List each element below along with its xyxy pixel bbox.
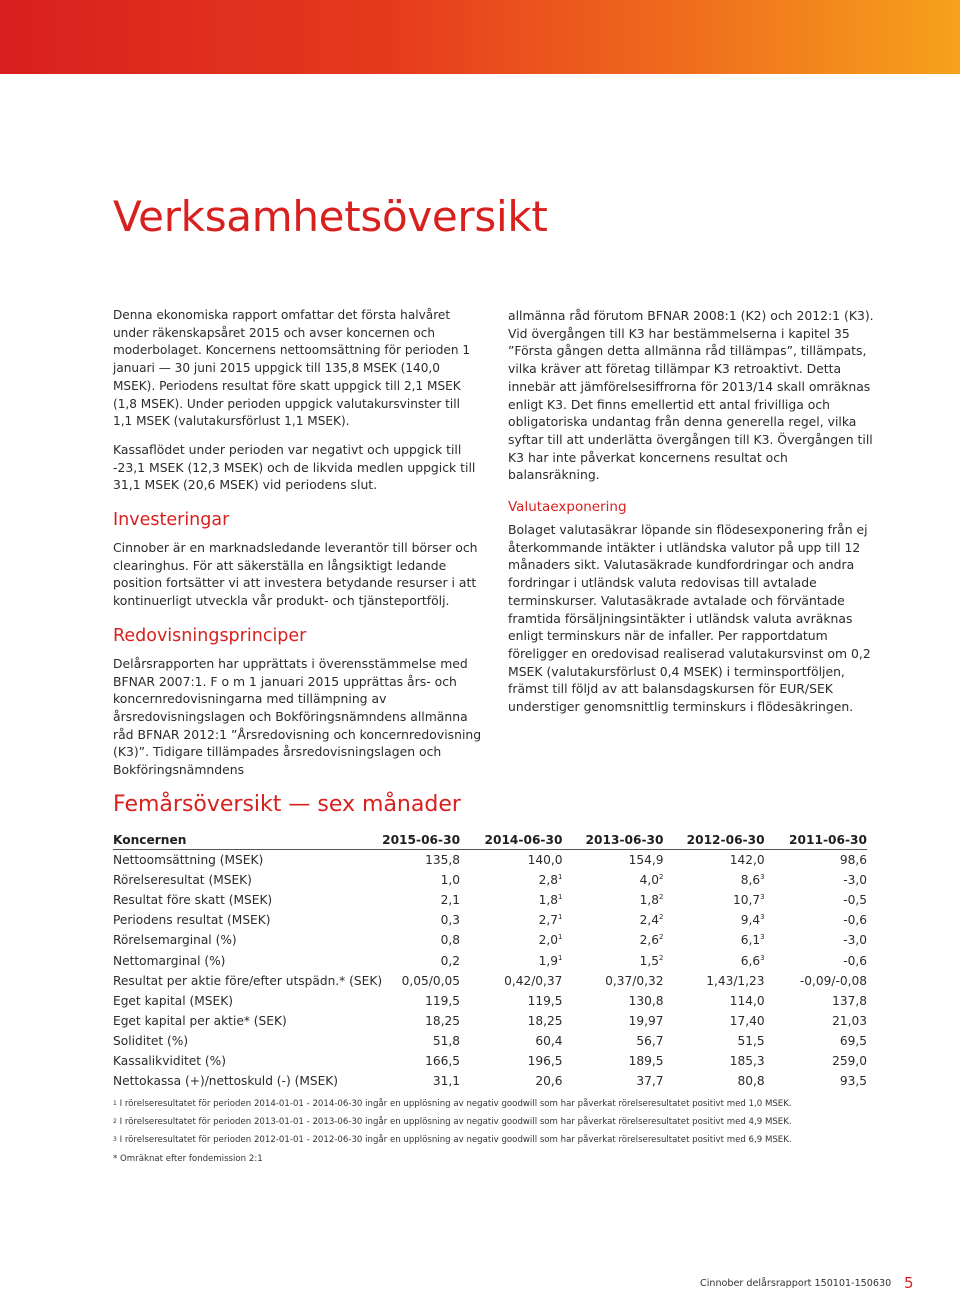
- cell-value: 18,25: [527, 1013, 563, 1028]
- table-cell: [382, 1071, 460, 1091]
- table-cell: [765, 950, 867, 970]
- cell-value: 0,3: [440, 913, 461, 928]
- column-header: 2015-06-30: [382, 830, 460, 850]
- table-cell: [382, 870, 460, 890]
- cell-value: 60,4: [535, 1033, 563, 1048]
- cell-value: -0,6: [843, 953, 867, 968]
- cell-value: 137,8: [832, 993, 867, 1008]
- cashflow-paragraph: Kassaflödet under perioden var negativt och uppgick till -23,1 MSEK (12,3 MSEK) och de likvida medlen uppgick till 31,1 MSEK (20,6 MSEK) vid periodens slut.: [113, 441, 476, 493]
- table-row: [113, 890, 867, 910]
- table-row: [113, 1011, 867, 1031]
- table-cell: [664, 971, 765, 991]
- table-cell: [664, 1031, 765, 1051]
- cell-value: 10,7: [732, 893, 761, 908]
- cell-value: 185,3: [729, 1053, 765, 1068]
- row-label: Soliditet (%): [113, 1033, 189, 1048]
- cell-value: 93,5: [839, 1074, 867, 1089]
- cell-value: 37,7: [636, 1074, 664, 1089]
- cell-value: 2,4: [639, 913, 660, 928]
- footnotes: [113, 1096, 873, 1169]
- table-cell: [562, 991, 663, 1011]
- cell-value: 51,5: [737, 1033, 765, 1048]
- cell-value: 1,8: [639, 893, 660, 908]
- cell-value: 1,0: [440, 873, 461, 888]
- row-label: Resultat före skatt (MSEK): [113, 893, 273, 908]
- column-header: 2014-06-30: [460, 830, 562, 850]
- footnote-mark: 3: [760, 953, 765, 962]
- table-cell: [562, 1031, 663, 1051]
- footnote-number: 1: [113, 1100, 117, 1107]
- footnote-mark: 2: [659, 913, 664, 922]
- table-cell: [765, 850, 867, 871]
- table-cell: [562, 870, 663, 890]
- table-cell: [664, 1071, 765, 1091]
- row-label: Nettomarginal (%): [113, 953, 226, 968]
- principles-continued-paragraph: allmänna råd förutom BFNAR 2008:1 (K2) och 2012:1 (K3). Vid övergången till K3 har bestämmelserna i kapitel 35 ”Första gången detta allmänna råd tillämpas”, tillämpats, vilka kräver att företag tillämpar K3 retroaktivt. Detta innebär att jämförelsesiffrorna för 2013/14 skall omräknas enligt K3. Det finns emellertid ett antal frivilliga och obligatoriska undantag från denna generella regel, vilka syftar till att underlätta övergången till K3. Övergången till K3 har inte påverkat koncernens resultat och balansräkning.: [508, 308, 874, 483]
- table-row: [113, 930, 867, 950]
- footnote-text: * Omräknat efter fondemission 2:1: [113, 1153, 263, 1164]
- cell-value: 0,2: [440, 953, 461, 968]
- table-cell: [460, 850, 562, 871]
- cell-value: 119,5: [425, 993, 461, 1008]
- cell-value: 1,5: [639, 953, 660, 968]
- table-cell: [382, 950, 460, 970]
- table-cell: [460, 1011, 562, 1031]
- cell-value: 140,0: [527, 853, 563, 868]
- table-cell: [382, 1051, 460, 1071]
- table-row: [113, 1071, 867, 1091]
- table-cell: [562, 930, 663, 950]
- cell-value: 19,97: [628, 1013, 664, 1028]
- cell-value: 69,5: [839, 1033, 867, 1048]
- table-row: [113, 850, 867, 871]
- cell-value: 2,8: [538, 873, 558, 888]
- page-number: 5: [904, 1274, 914, 1292]
- footnote-mark: 1: [557, 933, 563, 942]
- footnote-text: I rörelseresultatet för perioden 2012-01-01 - 2012-06-30 ingår en upplösning av negativ goodwill som har påverkat rörelseresultatet positivt med 6,9 MSEK.: [119, 1135, 792, 1146]
- row-label: Nettoomsättning (MSEK): [113, 853, 264, 868]
- table-cell: [460, 971, 562, 991]
- table-cell: [460, 991, 562, 1011]
- cell-value: 80,8: [737, 1074, 765, 1089]
- cell-value: 9,4: [740, 913, 761, 928]
- row-label: Nettokassa (+)/nettoskuld (-) (MSEK): [113, 1074, 339, 1089]
- table-cell: [562, 971, 663, 991]
- row-label: Eget kapital (MSEK): [113, 993, 233, 1008]
- cell-value: 0,8: [440, 933, 461, 948]
- principles-heading: Redovisningsprinciper: [113, 625, 307, 646]
- column-header: Koncernen: [113, 830, 382, 850]
- footnote-mark: 1: [557, 913, 563, 922]
- cell-value: -0,6: [843, 913, 867, 928]
- table-cell: [765, 1031, 867, 1051]
- table-cell: [382, 910, 460, 930]
- left-column: [113, 307, 483, 779]
- footnote-mark: 3: [760, 893, 765, 902]
- table-row: [113, 971, 867, 991]
- header-gradient-bar: [0, 0, 960, 74]
- cell-value: 6,6: [740, 953, 761, 968]
- table-cell: [382, 1031, 460, 1051]
- cell-value: -3,0: [843, 933, 867, 948]
- cell-value: 17,40: [729, 1013, 765, 1028]
- row-label: Resultat per aktie före/efter utspädn.* (SEK): [113, 973, 383, 988]
- row-label: Kassalikviditet (%): [113, 1053, 226, 1068]
- footnote-mark: 1: [557, 893, 563, 902]
- cell-value: 1,43/1,23: [706, 973, 765, 988]
- cell-value: 2,0: [538, 933, 558, 948]
- cell-value: 166,5: [425, 1053, 461, 1068]
- cell-value: 114,0: [729, 993, 765, 1008]
- cell-value: 1,8: [538, 893, 558, 908]
- footnote-mark: 1: [557, 953, 563, 962]
- table-cell: [664, 910, 765, 930]
- footnote-number: 2: [113, 1118, 117, 1126]
- table-row: [113, 1031, 867, 1051]
- cell-value: 196,5: [527, 1053, 563, 1068]
- table-cell: [382, 991, 460, 1011]
- column-header: 2011-06-30: [765, 830, 867, 850]
- footnote: [113, 1114, 873, 1130]
- table-header-row: [113, 830, 867, 850]
- table-cell: [460, 910, 562, 930]
- currency-paragraph: Bolaget valutasäkrar löpande sin flödesexponering från ej återkommande intäkter i utländska valutor på upp till 12 månaders sikt. Valutasäkrade kundfordringar och andra fordringar i utländsk valuta redovisas till avtalade terminskurser. Valutasäkrade avtalade och förväntade framtida försäljningsintäkter i utländsk valuta avräknas enligt terminskurs när de infaller. Per rapportdatum föreligger en oredovisad realiserad valutakursvinst om 0,2 MSEK (valutakursförlust 0,4 MSEK) i terminsportföljen, främst till följd av att balansdagskursen för EUR/SEK understiger genomsnittlig terminskurs i flödesäkringen.: [508, 522, 871, 715]
- table-cell: [765, 1051, 867, 1071]
- table-cell: [765, 930, 867, 950]
- table-cell: [382, 971, 460, 991]
- row-label: Eget kapital per aktie* (SEK): [113, 1013, 287, 1028]
- footnote-mark: 2: [659, 873, 664, 882]
- investments-paragraph: Cinnober är en marknadsledande leverantör till börser och clearinghus. För att säkerställa en långsiktigt ledande position fortsätter vi att investera betydande resurser i att kontinuerligt utveckla vår produkt- och tjänsteportfölj.: [113, 540, 478, 609]
- table-cell: [765, 1011, 867, 1031]
- table-cell: [664, 1011, 765, 1031]
- footnote-mark: 3: [760, 913, 765, 922]
- table-cell: [460, 1031, 562, 1051]
- cell-value: 130,8: [628, 993, 664, 1008]
- table-row: [113, 870, 867, 890]
- right-column: [508, 307, 880, 716]
- footnote-mark: 3: [760, 933, 765, 942]
- cell-value: 18,25: [425, 1013, 461, 1028]
- table-cell: [460, 870, 562, 890]
- table-row: [113, 1051, 867, 1071]
- five-year-summary-table: [113, 830, 867, 1091]
- cell-value: 2,7: [538, 913, 558, 928]
- table-cell: [562, 1051, 663, 1071]
- table-cell: [382, 930, 460, 950]
- footnote-mark: 3: [760, 873, 765, 882]
- column-header: 2012-06-30: [664, 830, 765, 850]
- footnote: [113, 1096, 873, 1112]
- table-row: [113, 991, 867, 1011]
- cell-value: 2,6: [639, 933, 660, 948]
- table-row: [113, 910, 867, 930]
- cell-value: 189,5: [628, 1053, 664, 1068]
- cell-value: 1,9: [538, 953, 558, 968]
- table-cell: [460, 1071, 562, 1091]
- table-row: [113, 950, 867, 970]
- table-cell: [664, 870, 765, 890]
- table-cell: [765, 971, 867, 991]
- cell-value: 20,6: [535, 1074, 563, 1089]
- table-cell: [460, 890, 562, 910]
- cell-value: 56,7: [636, 1033, 664, 1048]
- column-header: 2013-06-30: [562, 830, 663, 850]
- table-cell: [382, 1011, 460, 1031]
- table-cell: [765, 991, 867, 1011]
- cell-value: 4,0: [639, 873, 660, 888]
- table-cell: [664, 950, 765, 970]
- currency-heading: Valutaexponering: [508, 499, 627, 516]
- investments-heading: Investeringar: [113, 510, 230, 531]
- footer-text: Cinnober delårsrapport 150101-150630: [700, 1278, 892, 1289]
- cell-value: -3,0: [843, 873, 867, 888]
- footnote-mark: 2: [659, 893, 664, 902]
- cell-value: 0,05/0,05: [401, 973, 461, 988]
- cell-value: 119,5: [527, 993, 563, 1008]
- principles-paragraph: Delårsrapporten har upprättats i överensstämmelse med BFNAR 2007:1. F o m 1 januari 2015 upprättas års- och koncernredovisningarna med tillämpning av årsredovisningslagen och Bokföringsnämndens allmänna råd BFNAR 2012:1 ”Årsredovisning och koncernredovisning (K3)”. Tidigare tillämpades årsredovisningslagen och Bokföringsnämndens: [113, 655, 482, 778]
- table-cell: [562, 1071, 663, 1091]
- footnote-mark: 1: [557, 873, 563, 882]
- table-cell: [664, 991, 765, 1011]
- table-cell: [562, 950, 663, 970]
- table-cell: [664, 890, 765, 910]
- row-label: Rörelseresultat (MSEK): [113, 873, 252, 888]
- table-cell: [460, 950, 562, 970]
- cell-value: -0,5: [843, 893, 867, 908]
- cell-value: 154,9: [628, 853, 664, 868]
- table-body: [113, 850, 867, 1092]
- page-title: Verksamhetsöversikt: [113, 192, 548, 241]
- cell-value: 51,8: [432, 1033, 461, 1048]
- cell-value: 31,1: [432, 1074, 461, 1089]
- cell-value: -0,09/-0,08: [799, 973, 867, 988]
- footnote-text: I rörelseresultatet för perioden 2013-01-01 - 2013-06-30 ingår en upplösning av negativ goodwill som har påverkat rörelseresultatet positivt med 4,9 MSEK.: [119, 1117, 792, 1128]
- table-cell: [382, 850, 460, 871]
- table-cell: [382, 890, 460, 910]
- footnote-mark: 2: [659, 953, 664, 962]
- cell-value: 0,42/0,37: [504, 973, 563, 988]
- table-cell: [460, 930, 562, 950]
- five-year-summary-title: Femårsöversikt — sex månader: [113, 792, 461, 817]
- table-cell: [765, 1071, 867, 1091]
- table-cell: [765, 910, 867, 930]
- row-label: Periodens resultat (MSEK): [113, 913, 271, 928]
- footnote: [113, 1132, 873, 1148]
- intro-paragraph: Denna ekonomiska rapport omfattar det första halvåret under räkenskapsåret 2015 och avser koncernen och moderbolaget. Koncernens nettoomsättning för perioden 1 januari — 30 juni 2015 uppgick till 135,8 MSEK (140,0 MSEK). Periodens resultat före skatt uppgick till 2,1 MSEK (1,8 MSEK). Under perioden uppgick valutakursvinster till 1,1 MSEK (valutakursförlust 1,1 MSEK).: [113, 308, 471, 429]
- row-label: Rörelsemarginal (%): [113, 933, 237, 948]
- cell-value: 142,0: [729, 853, 765, 868]
- cell-value: 2,1: [440, 893, 461, 908]
- table-cell: [562, 890, 663, 910]
- table-cell: [460, 1051, 562, 1071]
- cell-value: 21,03: [832, 1013, 867, 1028]
- cell-value: 0,37/0,32: [605, 973, 664, 988]
- table-cell: [765, 870, 867, 890]
- cell-value: 8,6: [740, 873, 761, 888]
- table-cell: [562, 1011, 663, 1031]
- table-cell: [562, 910, 663, 930]
- cell-value: 6,1: [740, 933, 761, 948]
- table-cell: [765, 890, 867, 910]
- footnote-mark: 2: [659, 933, 664, 942]
- footnote-text: I rörelseresultatet för perioden 2014-01-01 - 2014-06-30 ingår en upplösning av negativ goodwill som har påverkat rörelseresultatet positivt med 1,0 MSEK.: [119, 1099, 792, 1109]
- table-cell: [664, 850, 765, 871]
- cell-value: 98,6: [839, 853, 867, 868]
- table-cell: [664, 1051, 765, 1071]
- table-cell: [562, 850, 663, 871]
- cell-value: 135,8: [425, 853, 461, 868]
- footnote: [113, 1151, 873, 1167]
- table-cell: [664, 930, 765, 950]
- cell-value: 259,0: [832, 1053, 867, 1068]
- footnote-number: 3: [113, 1136, 117, 1144]
